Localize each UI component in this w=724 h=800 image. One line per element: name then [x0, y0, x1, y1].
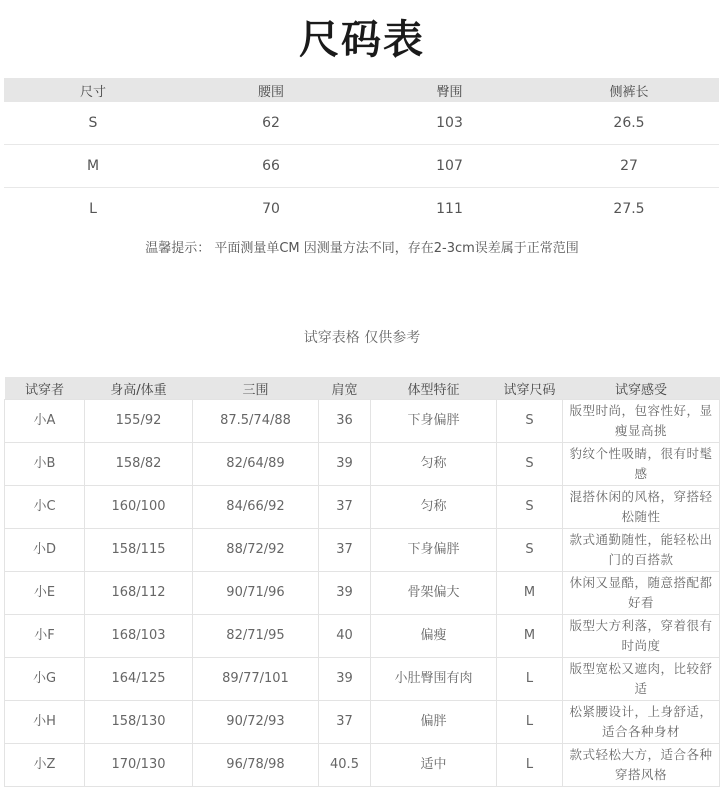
try-cell: 82/71/95: [193, 615, 319, 658]
size-header-cell: 尺寸: [4, 78, 182, 102]
try-cell: 骨架偏大: [371, 572, 497, 615]
try-cell: 90/71/96: [193, 572, 319, 615]
try-table-row: [5, 701, 720, 744]
try-cell: 96/78/98: [193, 744, 319, 787]
try-feel-cell: 版型宽松又遮肉，比较舒适: [563, 658, 720, 701]
try-cell: 小E: [5, 572, 85, 615]
size-note: 温馨提示： 平面测量单CM 因测量方法不同，存在2-3cm误差属于正常范围: [145, 241, 579, 256]
try-feel-cell: 混搭休闲的风格，穿搭轻松随性: [563, 486, 720, 529]
size-table-body: [4, 102, 719, 230]
try-cell: 36: [319, 400, 371, 443]
try-header-cell: 试穿尺码: [497, 377, 563, 400]
try-cell: 40: [319, 615, 371, 658]
try-cell: 小Z: [5, 744, 85, 787]
try-cell: 168/103: [85, 615, 193, 658]
try-cell: M: [497, 615, 563, 658]
try-cell: 39: [319, 658, 371, 701]
try-cell: L: [497, 701, 563, 744]
size-cell: 107: [360, 145, 539, 188]
try-table: [4, 377, 720, 787]
try-table-title: 试穿表格 仅供参考: [303, 330, 421, 346]
try-cell: S: [497, 529, 563, 572]
try-cell: 小G: [5, 658, 85, 701]
try-cell: 小肚臀围有肉: [371, 658, 497, 701]
try-cell: 40.5: [319, 744, 371, 787]
try-cell: S: [497, 443, 563, 486]
size-table-row: [4, 145, 719, 188]
try-cell: 小C: [5, 486, 85, 529]
try-cell: L: [497, 658, 563, 701]
try-header-cell: 试穿感受: [563, 377, 720, 400]
try-table-row: [5, 572, 720, 615]
try-cell: 偏瘦: [371, 615, 497, 658]
try-cell: L: [497, 744, 563, 787]
try-header-cell: 三围: [193, 377, 319, 400]
size-table: [4, 78, 719, 230]
try-cell: 适中: [371, 744, 497, 787]
try-cell: S: [497, 486, 563, 529]
try-cell: 158/130: [85, 701, 193, 744]
size-cell: S: [4, 102, 182, 145]
size-cell: 26.5: [539, 102, 719, 145]
try-table-header: [5, 377, 720, 400]
try-header-cell: 试穿者: [5, 377, 85, 400]
try-cell: 87.5/74/88: [193, 400, 319, 443]
size-header-cell: 腰围: [182, 78, 360, 102]
try-cell: 158/82: [85, 443, 193, 486]
try-table-row: [5, 744, 720, 787]
try-cell: 89/77/101: [193, 658, 319, 701]
size-header-cell: 侧裤长: [539, 78, 719, 102]
try-cell: S: [497, 400, 563, 443]
try-cell: 小F: [5, 615, 85, 658]
size-cell: 103: [360, 102, 539, 145]
try-feel-cell: 豹纹个性吸睛，很有时髦感: [563, 443, 720, 486]
try-cell: 170/130: [85, 744, 193, 787]
try-cell: 37: [319, 486, 371, 529]
size-header-cell: 臀围: [360, 78, 539, 102]
size-cell: 27: [539, 145, 719, 188]
try-cell: 匀称: [371, 486, 497, 529]
try-feel-cell: 款式通勤随性，能轻松出门的百搭款: [563, 529, 720, 572]
try-cell: 小A: [5, 400, 85, 443]
try-cell: 88/72/92: [193, 529, 319, 572]
try-cell: 158/115: [85, 529, 193, 572]
try-cell: 37: [319, 529, 371, 572]
try-cell: 155/92: [85, 400, 193, 443]
try-cell: 168/112: [85, 572, 193, 615]
page-title: 尺码表: [299, 17, 425, 63]
size-cell: M: [4, 145, 182, 188]
try-cell: 82/64/89: [193, 443, 319, 486]
size-table-row: [4, 188, 719, 231]
size-cell: 70: [262, 201, 280, 217]
try-header-cell: 体型特征: [371, 377, 497, 400]
size-cell: 111: [436, 201, 463, 217]
try-cell: 90/72/93: [193, 701, 319, 744]
try-feel-cell: 休闲又显酷，随意搭配都好看: [563, 572, 720, 615]
try-feel-cell: 版型时尚，包容性好，显瘦显高挑: [563, 400, 720, 443]
size-cell: 66: [182, 145, 360, 188]
try-cell: 164/125: [85, 658, 193, 701]
size-table-row: [4, 102, 719, 145]
try-feel-cell: 松紧腰设计，上身舒适，适合各种身材: [563, 701, 720, 744]
try-table-row: [5, 615, 720, 658]
try-cell: M: [497, 572, 563, 615]
size-table-header: [4, 78, 719, 102]
try-table-row: [5, 529, 720, 572]
try-feel-cell: 款式轻松大方，适合各种穿搭风格: [563, 744, 720, 787]
try-cell: 下身偏胖: [371, 400, 497, 443]
try-cell: 37: [319, 701, 371, 744]
try-feel-cell: 版型大方利落，穿着很有时尚度: [563, 615, 720, 658]
try-table-row: [5, 443, 720, 486]
try-header-cell: 肩宽: [319, 377, 371, 400]
try-cell: 160/100: [85, 486, 193, 529]
try-cell: 39: [319, 443, 371, 486]
try-header-cell: 身高/体重: [85, 377, 193, 400]
size-cell: 62: [182, 102, 360, 145]
size-cell: L: [89, 201, 97, 217]
try-table-body: [5, 400, 720, 787]
try-table-row: [5, 486, 720, 529]
try-table-row: [5, 658, 720, 701]
try-cell: 偏胖: [371, 701, 497, 744]
try-table-row: [5, 400, 720, 443]
try-cell: 下身偏胖: [371, 529, 497, 572]
try-cell: 小B: [5, 443, 85, 486]
try-cell: 84/66/92: [193, 486, 319, 529]
try-cell: 小H: [5, 701, 85, 744]
try-cell: 39: [319, 572, 371, 615]
size-cell: 27.5: [613, 201, 645, 217]
try-cell: 匀称: [371, 443, 497, 486]
try-cell: 小D: [5, 529, 85, 572]
